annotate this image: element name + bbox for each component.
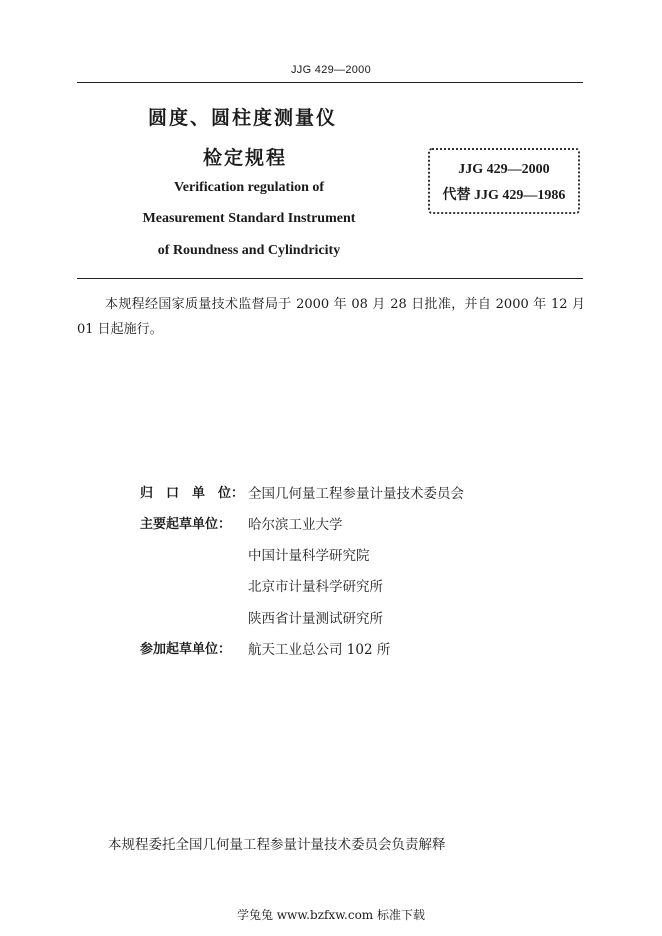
title-chinese-line1: 圆度、圆柱度测量仪 bbox=[148, 107, 338, 129]
main-drafting-unit-2: 中国计量科学研究院 bbox=[248, 548, 370, 564]
title-english-line3: of Roundness and Cylindricity bbox=[157, 243, 341, 258]
responsible-unit-label: 归 口 单 位： bbox=[140, 486, 245, 501]
main-drafting-unit-1: 哈尔滨工业大学 bbox=[248, 517, 343, 533]
title-english-line2: Measurement Standard Instrument bbox=[142, 211, 356, 226]
title-chinese-line2: 检定规程 bbox=[203, 147, 288, 169]
main-drafting-unit-3: 北京市计量科学研究所 bbox=[248, 579, 383, 595]
main-drafting-unit-4: 陕西省计量测试研究所 bbox=[248, 611, 383, 627]
header-standard-code: JJG 429—2000 bbox=[290, 64, 372, 76]
participating-drafting-unit: 航天工业总公司 102 所 bbox=[248, 642, 391, 658]
top-divider bbox=[77, 82, 583, 83]
interpretation-note: 本规程委托全国几何量工程参量计量技术委员会负责解释 bbox=[108, 837, 446, 853]
current-standard-code: JJG 429—2000 bbox=[458, 162, 550, 177]
site-watermark: 学兔兔 www.bzfxw.com 标准下载 bbox=[236, 908, 426, 922]
title-english-line1: Verification regulation of bbox=[173, 180, 325, 195]
standard-code-box bbox=[428, 148, 580, 214]
middle-divider bbox=[77, 278, 583, 279]
participating-drafting-label: 参加起草单位： bbox=[140, 642, 232, 657]
responsible-unit-value: 全国几何量工程参量计量技术委员会 bbox=[248, 486, 464, 502]
approval-statement: 本规程经国家质量技术监督局于 2000 年 08 月 28 日批准，并自 2000 年 12 月 01 日起施行。 bbox=[77, 297, 585, 337]
replaced-standard-code: 代替 JJG 429—1986 bbox=[442, 188, 566, 203]
main-drafting-label: 主要起草单位： bbox=[140, 517, 232, 532]
